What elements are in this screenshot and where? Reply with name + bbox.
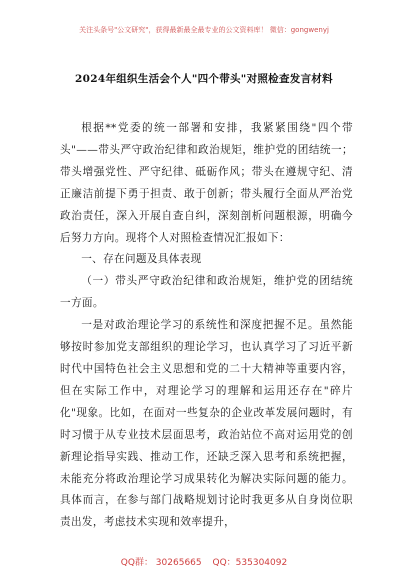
paragraph-intro: 根据**党委的统一部署和安排，我紧紧围绕"四个带头"——带头严守政治纪律和政治规矩，维护党的团结统一；带头增强党性、严守纪律、砥砺作风；带头在遵规守纪、清正廉洁前提下勇于担责、敢于创新；带头履行全面从严治党政治责任，深入开展自查自纠，深刻剖析问题根源，明确今后努力方向。现将个人对照检查情况汇报如下： xyxy=(60,122,353,244)
section-heading: 一、存在问题及具体表现 xyxy=(81,253,202,266)
footer-qq-group: QQ群： 30265665 xyxy=(120,558,202,568)
document-body xyxy=(60,118,353,534)
footer-contact xyxy=(0,555,408,568)
paragraph-point-one: 一是对政治理论学习的系统性和深度把握不足。虽然能够按时参加党支部组织的理论学习，也认真学习了习近平新时代中国特色社会主义思想和党的二十大精神等重要内容，但在实际工作中，对理论学习的理解和运用还存在"碎片化"现象。比如，在面对一些复杂的企业改革发展问题时，有时习惯于从专业技术层面思考，政治站位不高对运用党的创新理论指导实践、推动工作，还缺乏深入思考和系统把握，未能充分将政治理论学习成果转化为解决实际问题的能力。具体而言，在参与部门战略规划讨论时我更多从自身岗位职责出发，考虑技术实现和效率提升， xyxy=(60,319,353,529)
top-banner: 关注头条号"公文研究"，获得最新最全最专业的公文资料库！ 微信：gongwenyj xyxy=(79,26,329,34)
footer-qq: QQ：535304092 xyxy=(212,558,288,568)
document-title: 2024年组织生活会个人"四个带头"对照检查发言材料 xyxy=(75,73,333,85)
subsection-heading: （一）带头严守政治纪律和政治规矩，维护党的团结统一方面。 xyxy=(60,275,353,310)
